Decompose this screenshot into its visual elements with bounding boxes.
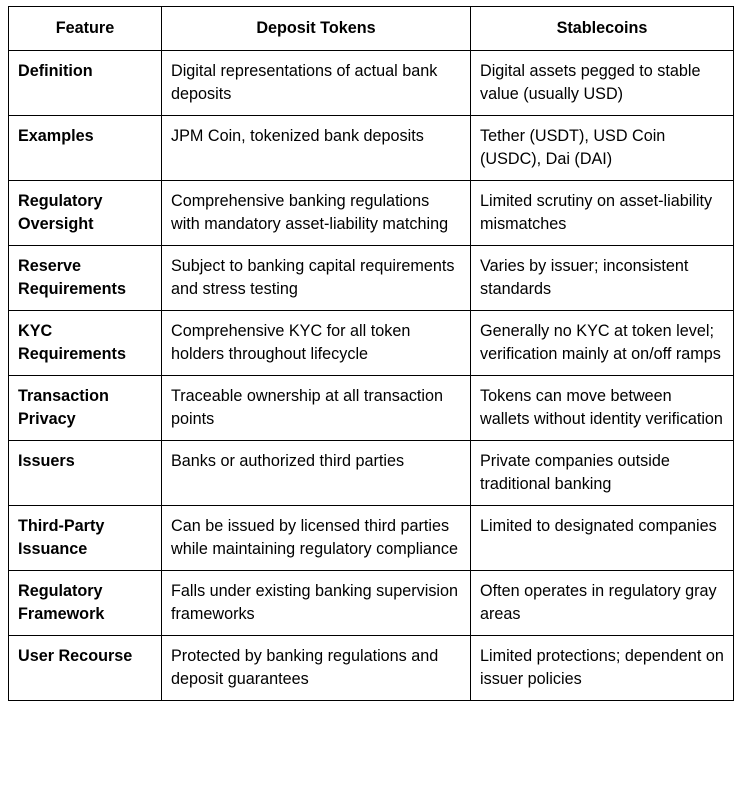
deposit-tokens-cell: Banks or authorized third parties <box>162 441 471 506</box>
stablecoins-cell: Digital assets pegged to stable value (usually USD) <box>471 51 734 116</box>
stablecoins-cell: Generally no KYC at token level; verification mainly at on/off ramps <box>471 311 734 376</box>
stablecoins-cell: Varies by issuer; inconsistent standards <box>471 246 734 311</box>
feature-cell: KYC Requirements <box>9 311 162 376</box>
stablecoins-cell: Limited protections; dependent on issuer policies <box>471 636 734 701</box>
deposit-tokens-cell: JPM Coin, tokenized bank deposits <box>162 116 471 181</box>
header-stablecoins: Stablecoins <box>471 7 734 51</box>
deposit-tokens-cell: Digital representations of actual bank deposits <box>162 51 471 116</box>
comparison-table <box>8 6 734 701</box>
table-row <box>9 441 734 506</box>
table-header <box>9 7 734 51</box>
stablecoins-cell: Limited scrutiny on asset-liability mismatches <box>471 181 734 246</box>
feature-cell: Regulatory Oversight <box>9 181 162 246</box>
header-feature: Feature <box>9 7 162 51</box>
feature-cell: Third-Party Issuance <box>9 506 162 571</box>
deposit-tokens-cell: Subject to banking capital requirements and stress testing <box>162 246 471 311</box>
deposit-tokens-cell: Comprehensive banking regulations with mandatory asset-liability matching <box>162 181 471 246</box>
stablecoins-cell: Private companies outside traditional banking <box>471 441 734 506</box>
table-body <box>9 51 734 701</box>
feature-cell: Regulatory Framework <box>9 571 162 636</box>
table-row <box>9 51 734 116</box>
table-row <box>9 311 734 376</box>
feature-cell: User Recourse <box>9 636 162 701</box>
deposit-tokens-cell: Can be issued by licensed third parties while maintaining regulatory compliance <box>162 506 471 571</box>
deposit-tokens-cell: Traceable ownership at all transaction points <box>162 376 471 441</box>
stablecoins-cell: Tokens can move between wallets without identity verification <box>471 376 734 441</box>
feature-cell: Issuers <box>9 441 162 506</box>
feature-cell: Examples <box>9 116 162 181</box>
table-row <box>9 116 734 181</box>
stablecoins-cell: Tether (USDT), USD Coin (USDC), Dai (DAI) <box>471 116 734 181</box>
stablecoins-cell: Often operates in regulatory gray areas <box>471 571 734 636</box>
table-row <box>9 376 734 441</box>
table-row <box>9 636 734 701</box>
header-row <box>9 7 734 51</box>
table-row <box>9 571 734 636</box>
comparison-table-container <box>8 6 734 701</box>
table-row <box>9 506 734 571</box>
table-row <box>9 246 734 311</box>
table-row <box>9 181 734 246</box>
deposit-tokens-cell: Comprehensive KYC for all token holders throughout lifecycle <box>162 311 471 376</box>
feature-cell: Reserve Requirements <box>9 246 162 311</box>
deposit-tokens-cell: Falls under existing banking supervision frameworks <box>162 571 471 636</box>
stablecoins-cell: Limited to designated companies <box>471 506 734 571</box>
feature-cell: Transaction Privacy <box>9 376 162 441</box>
deposit-tokens-cell: Protected by banking regulations and deposit guarantees <box>162 636 471 701</box>
feature-cell: Definition <box>9 51 162 116</box>
header-deposit-tokens: Deposit Tokens <box>162 7 471 51</box>
